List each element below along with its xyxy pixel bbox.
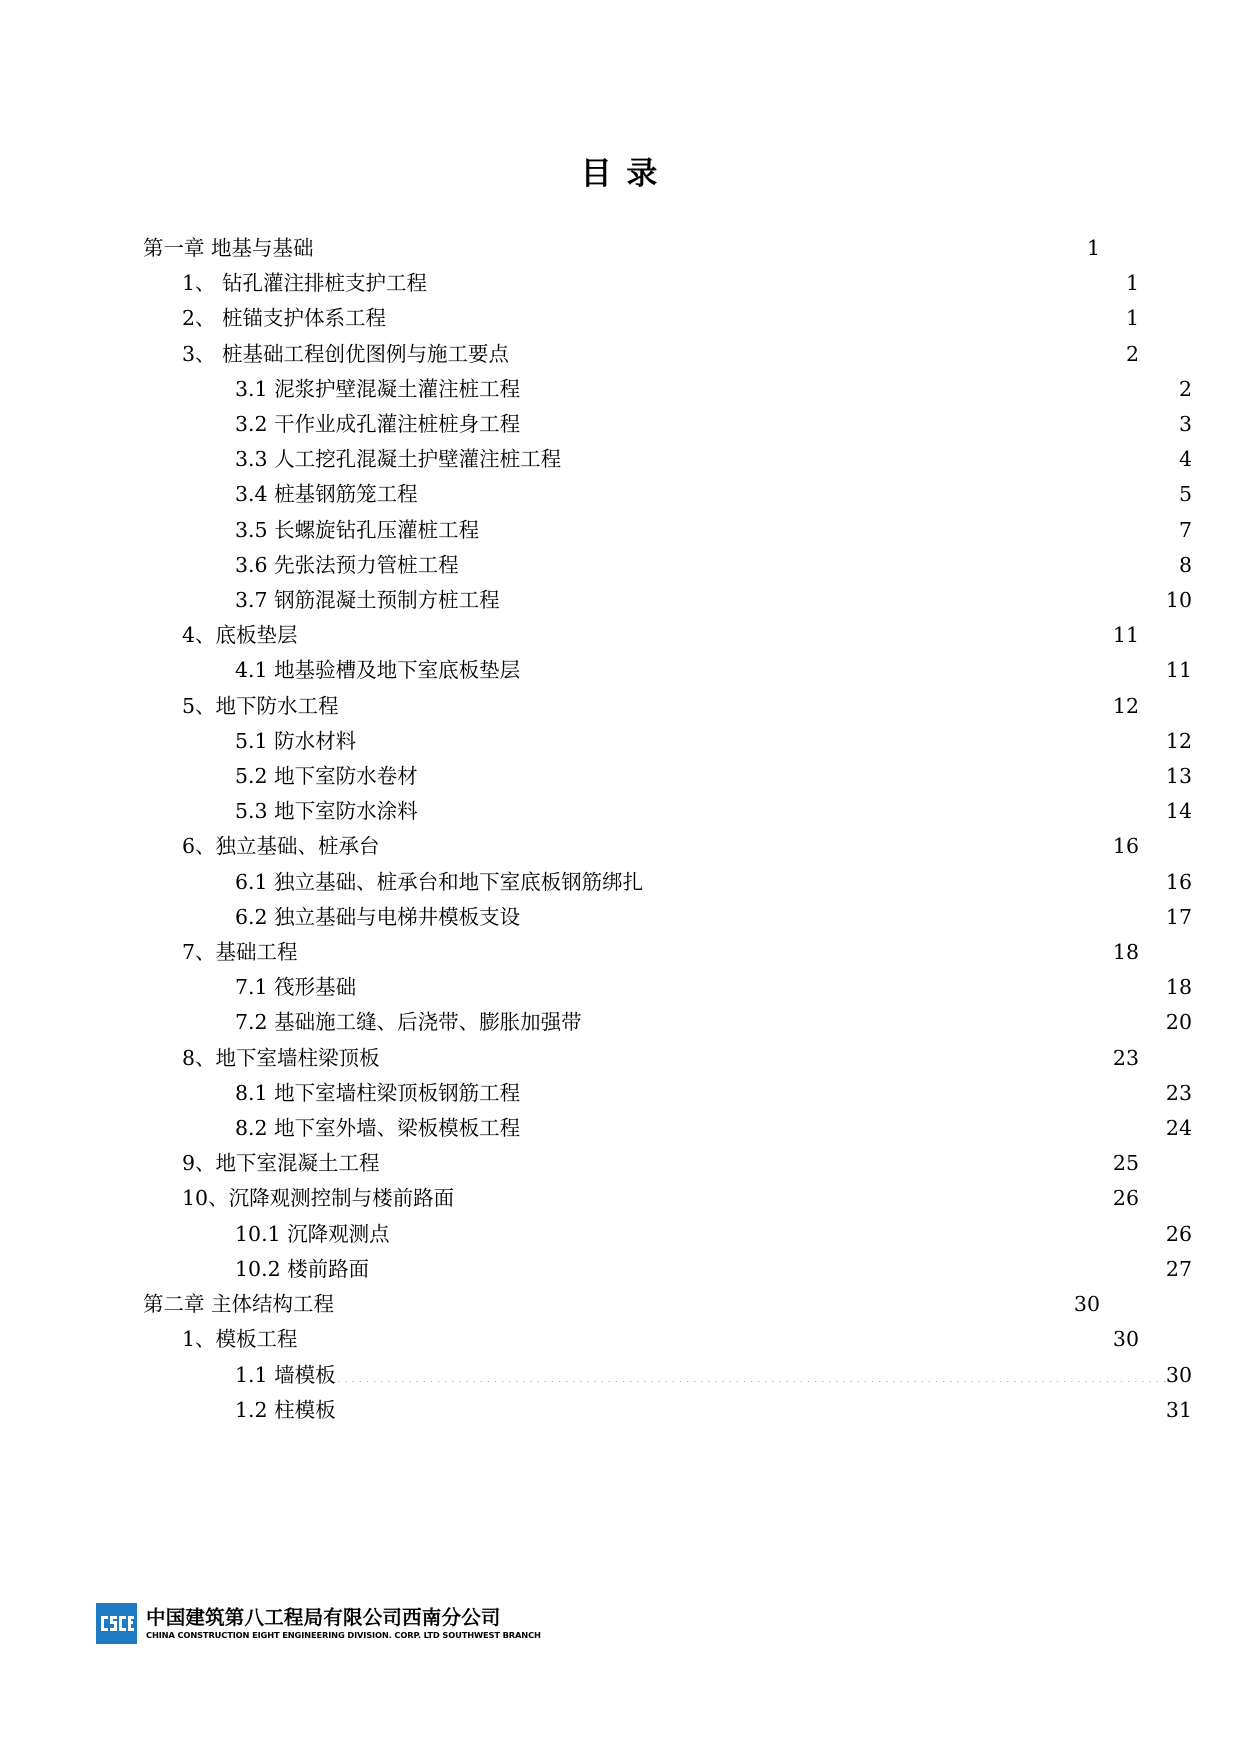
page-title: 目 录 (580, 156, 660, 192)
toc-entry[interactable] (143, 1252, 1192, 1287)
toc-entry-label: 1.2 柱模板 (235, 1397, 336, 1422)
toc-leader-dots (500, 587, 1165, 608)
toc-entry-label: 1、 钻孔灌注排桩支护工程 (182, 271, 428, 296)
toc-entry[interactable] (143, 759, 1192, 794)
toc-entry-label: 3.7 钢筋混凝土预制方桩工程 (235, 588, 500, 613)
toc-leader-dots (509, 340, 1112, 361)
toc-leader-dots (520, 1115, 1165, 1136)
toc-entry-page-number: 1 (1125, 306, 1139, 331)
toc-leader-dots (418, 481, 1165, 502)
toc-entry-page-number: 18 (1165, 975, 1192, 1000)
toc-entry-page-number: 7 (1178, 517, 1192, 542)
toc-entry[interactable] (143, 1005, 1192, 1040)
toc-leader-dots (298, 622, 1112, 643)
toc-entry-page-number: 23 (1112, 1045, 1139, 1070)
toc-entry-page-number: 25 (1112, 1151, 1139, 1176)
toc-entry[interactable] (143, 442, 1192, 477)
toc-leader-dots (298, 939, 1112, 960)
toc-leader-dots (520, 1079, 1165, 1100)
toc-leader-dots (356, 727, 1165, 748)
toc-leader-dots (298, 1326, 1112, 1347)
toc-entry-page-number: 8 (1178, 552, 1192, 577)
toc-leader-dots (582, 1009, 1165, 1030)
toc-leader-dots (459, 551, 1165, 572)
toc-entry-page-number: 30 (1112, 1327, 1139, 1352)
toc-entry-label: 6.1 独立基础、桩承台和地下室底板钢筋绑扎 (235, 869, 644, 894)
toc-leader-dots (520, 411, 1165, 432)
toc-entry-page-number: 16 (1112, 834, 1139, 859)
toc-entry-label: 2、 桩锚支护体系工程 (182, 306, 387, 331)
toc-entry[interactable] (143, 724, 1192, 759)
toc-leader-dots (520, 657, 1165, 678)
toc-leader-dots (336, 1396, 1165, 1417)
company-name-cn: 中国建筑第八工程局有限公司西南分公司 (146, 1606, 501, 1630)
toc-entry[interactable] (143, 477, 1192, 512)
toc-entry[interactable] (143, 689, 1139, 724)
toc-entry[interactable] (143, 513, 1192, 548)
toc-leader-dots (427, 270, 1112, 291)
toc-entry-page-number: 30 (1165, 1362, 1192, 1387)
toc-entry[interactable] (143, 1181, 1139, 1216)
toc-leader-dots (520, 375, 1165, 396)
toc-entry[interactable] (143, 829, 1139, 864)
toc-entry-page-number: 13 (1165, 764, 1192, 789)
toc-entry-page-number: 2 (1178, 376, 1192, 401)
toc-entry-page-number: 23 (1165, 1080, 1192, 1105)
toc-entry-page-number: 24 (1165, 1116, 1192, 1141)
toc-entry[interactable] (143, 231, 1100, 266)
toc-entry-label: 5、地下防水工程 (182, 693, 339, 718)
toc-entry-label: 5.2 地下室防水卷材 (235, 764, 418, 789)
toc-entry-page-number: 4 (1178, 447, 1192, 472)
toc-leader-dots (336, 1361, 1165, 1382)
toc-entry-label: 6.2 独立基础与电梯井模板支设 (235, 904, 521, 929)
toc-entry-page-number: 27 (1165, 1256, 1192, 1281)
toc-entry-page-number: 10 (1165, 588, 1192, 613)
toc-entry[interactable] (143, 266, 1139, 301)
toc-entry[interactable] (143, 337, 1139, 372)
toc-entry-label: 4.1 地基验槽及地下室底板垫层 (235, 658, 521, 683)
toc-entry-page-number: 3 (1178, 412, 1192, 437)
toc-entry[interactable] (143, 301, 1139, 336)
toc-entry-label: 7.1 筏形基础 (235, 975, 357, 1000)
toc-entry-page-number: 1 (1086, 236, 1100, 260)
toc-entry[interactable] (143, 653, 1192, 688)
toc-entry-label: 7、基础工程 (182, 940, 298, 965)
toc-entry[interactable] (143, 1217, 1192, 1252)
toc-entry-page-number: 12 (1165, 728, 1192, 753)
toc-entry-page-number: 5 (1178, 482, 1192, 507)
toc-entry-page-number: 20 (1165, 1010, 1192, 1035)
toc-entry-label: 3.1 泥浆护壁混凝土灌注桩工程 (235, 376, 521, 401)
toc-leader-dots (380, 833, 1112, 854)
toc-leader-dots (418, 763, 1165, 784)
toc-entry-label: 8、地下室墙柱梁顶板 (182, 1045, 380, 1070)
toc-entry-label: 3.4 桩基钢筋笼工程 (235, 482, 418, 507)
toc-entry[interactable] (143, 583, 1192, 618)
toc-leader-dots (334, 1291, 1073, 1312)
toc-leader-dots (561, 446, 1165, 467)
toc-entry-label: 9、地下室混凝土工程 (182, 1151, 380, 1176)
toc-entry-page-number: 17 (1165, 904, 1192, 929)
toc-entry-page-number: 1 (1125, 271, 1139, 296)
toc-entry[interactable] (143, 794, 1192, 829)
toc-entry-page-number: 26 (1112, 1186, 1139, 1211)
toc-entry-page-number: 26 (1165, 1221, 1192, 1246)
toc-leader-dots (356, 974, 1165, 995)
toc-entry[interactable] (143, 1146, 1139, 1181)
toc-entry-label: 10、沉降观测控制与楼前路面 (182, 1186, 455, 1211)
toc-entry-label: 8.1 地下室墙柱梁顶板钢筋工程 (235, 1080, 521, 1105)
toc-leader-dots (454, 1185, 1112, 1206)
toc-entry-page-number: 31 (1165, 1397, 1192, 1422)
toc-entry[interactable] (143, 1111, 1192, 1146)
toc-entry-page-number: 16 (1165, 869, 1192, 894)
toc-leader-dots (380, 1150, 1112, 1171)
toc-leader-dots (380, 1044, 1112, 1065)
toc-entry[interactable] (143, 1076, 1192, 1111)
toc-entry-label: 1、模板工程 (182, 1327, 298, 1352)
toc-leader-dots (339, 692, 1112, 713)
toc-entry[interactable] (143, 1358, 1192, 1393)
toc-entry[interactable] (143, 935, 1139, 970)
toc-entry-label: 1.1 墙模板 (235, 1362, 336, 1387)
toc-entry-page-number: 30 (1073, 1292, 1100, 1317)
toc-leader-dots (643, 868, 1165, 889)
toc-leader-dots (369, 1255, 1165, 1276)
toc-entry-page-number: 18 (1112, 940, 1139, 965)
toc-entry-label: 7.2 基础施工缝、后浇带、膨胀加强带 (235, 1010, 582, 1035)
toc-entry-label: 第一章 地基与基础 (143, 236, 314, 260)
toc-leader-dots (418, 798, 1165, 819)
toc-entry[interactable] (143, 407, 1192, 442)
toc-entry[interactable] (143, 1041, 1139, 1076)
toc-entry-label: 4、底板垫层 (182, 623, 298, 648)
company-name-block (146, 1608, 541, 1639)
toc-entry-page-number: 12 (1112, 693, 1139, 718)
toc-entry[interactable] (143, 865, 1192, 900)
toc-entry-label: 3.5 长螺旋钻孔压灌桩工程 (235, 517, 480, 542)
toc-leader-dots (386, 305, 1112, 326)
toc-entry-label: 3.2 干作业成孔灌注桩桩身工程 (235, 412, 521, 437)
company-name-en: CHINA CONSTRUCTION EIGHT ENGINEERING DIVISION. CORP. LTD SOUTHWEST BRANCH (146, 1629, 541, 1640)
toc-entry[interactable] (143, 548, 1192, 583)
toc-entry-label: 8.2 地下室外墙、梁板模板工程 (235, 1116, 521, 1141)
toc-entry-label: 10.2 楼前路面 (235, 1256, 370, 1281)
table-of-contents (143, 231, 1192, 1428)
toc-entry[interactable] (143, 1322, 1139, 1357)
toc-leader-dots (520, 903, 1165, 924)
toc-entry[interactable] (143, 900, 1192, 935)
toc-entry-label: 10.1 沉降观测点 (235, 1221, 390, 1246)
toc-entry[interactable] (143, 1393, 1192, 1428)
toc-entry[interactable] (143, 372, 1192, 407)
toc-entry[interactable] (143, 970, 1192, 1005)
toc-leader-dots (479, 516, 1165, 537)
toc-entry-page-number: 14 (1165, 799, 1192, 824)
toc-entry-label: 3.6 先张法预力管桩工程 (235, 552, 459, 577)
toc-entry-label: 6、独立基础、桩承台 (182, 834, 380, 859)
toc-entry-page-number: 11 (1165, 658, 1192, 683)
toc-entry-label: 5.1 防水材料 (235, 728, 357, 753)
toc-entry[interactable] (143, 1287, 1100, 1322)
cscec-logo-icon (96, 1603, 137, 1644)
toc-entry-page-number: 2 (1125, 341, 1139, 366)
toc-entry-label: 第二章 主体结构工程 (143, 1292, 335, 1317)
footer-logo (96, 1603, 541, 1644)
toc-entry-label: 3、 桩基础工程创优图例与施工要点 (182, 341, 510, 366)
toc-entry-label: 5.3 地下室防水涂料 (235, 799, 418, 824)
toc-leader-dots (314, 235, 1073, 256)
toc-entry-label: 3.3 人工挖孔混凝土护壁灌注桩工程 (235, 447, 562, 472)
toc-entry-page-number: 11 (1112, 623, 1139, 648)
toc-entry[interactable] (143, 618, 1139, 653)
toc-leader-dots (390, 1220, 1165, 1241)
